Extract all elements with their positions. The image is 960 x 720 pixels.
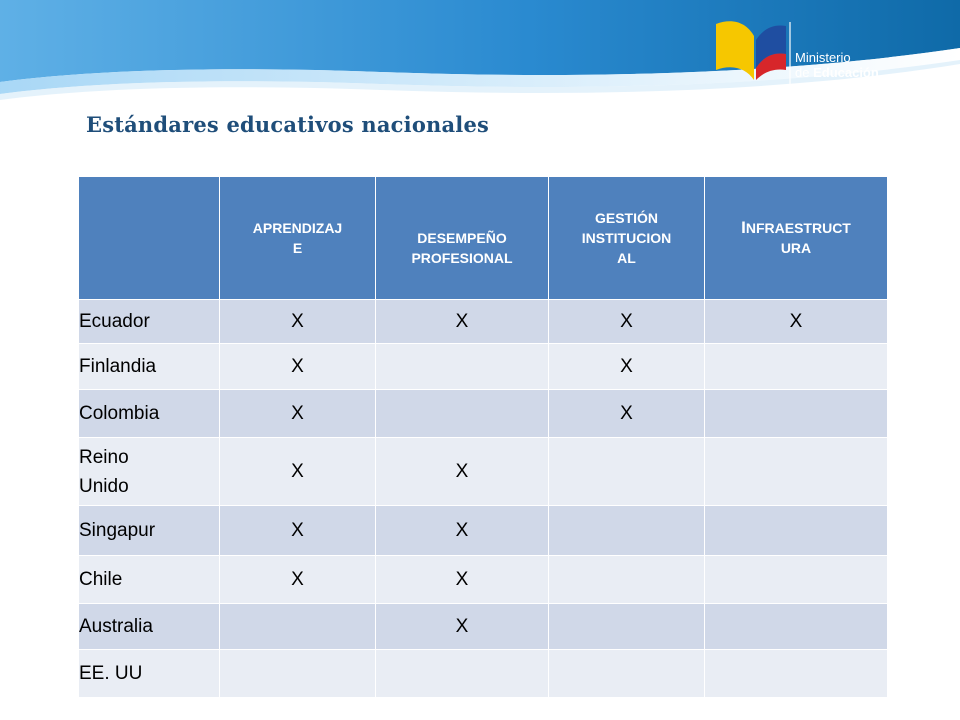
header-inf-line2: URA [780,240,812,256]
mark-cell [549,604,705,650]
page-title: Estándares educativos nacionales [86,112,490,137]
mark-cell [549,506,705,556]
mark-cell [705,438,888,506]
logo-line2-prefix: de [795,65,814,80]
mark-cell [705,604,888,650]
mark-cell [220,650,376,698]
logo-line2 [795,65,879,80]
table-row [79,438,888,506]
country-cell: Australia [79,604,220,650]
mark-cell: X [376,556,549,604]
table-row [79,650,888,698]
mark-cell: X [220,300,376,344]
mark-cell: X [549,390,705,438]
country-cell: Reino Unido [79,438,220,506]
header-gestion-label: GESTIÓN INSTITUCION AL [581,210,672,266]
logo-line2-strong: Educación [813,65,879,80]
table-row [79,300,888,344]
mark-cell [705,556,888,604]
country-cell: Finlandia [79,344,220,390]
country-cell: Singapur [79,506,220,556]
country-cell: Chile [79,556,220,604]
mark-cell [705,344,888,390]
mark-cell: X [220,390,376,438]
table-body [79,300,888,698]
table-row [79,390,888,438]
mark-cell: X [376,438,549,506]
mark-cell: X [549,300,705,344]
mark-cell [705,390,888,438]
table-header-row [79,177,888,300]
country-cell: Colombia [79,390,220,438]
table-row [79,344,888,390]
header-inf-initial: I [741,218,746,237]
mark-cell [220,604,376,650]
table-row [79,556,888,604]
mark-cell [549,650,705,698]
header-corner [79,177,220,300]
header-aprendizaje [220,177,376,300]
mark-cell [376,344,549,390]
standards-table [78,176,888,698]
mark-cell [549,556,705,604]
table-row [79,506,888,556]
mark-cell: X [549,344,705,390]
mark-cell: X [705,300,888,344]
header-gestion [549,177,705,300]
country-cell: Ecuador [79,300,220,344]
mark-cell: X [376,604,549,650]
mark-cell [376,390,549,438]
mark-cell [549,438,705,506]
header-infraestructura-label [741,218,851,258]
mark-cell: X [220,344,376,390]
mark-cell: X [220,556,376,604]
mark-cell: X [376,300,549,344]
header-aprendizaje-label: APRENDIZAJ E [252,220,343,256]
logo-line1: Ministerio [795,50,851,65]
header-inf-rest: NFRAESTRUCT [745,220,851,236]
mark-cell: X [220,438,376,506]
header-desempeno [376,177,549,300]
mark-cell [376,650,549,698]
mark-cell: X [376,506,549,556]
mark-cell [705,650,888,698]
table-row [79,604,888,650]
mark-cell: X [220,506,376,556]
country-cell: EE. UU [79,650,220,698]
mark-cell [705,506,888,556]
header-infraestructura [705,177,888,300]
header-desempeno-label: DESEMPEÑO PROFESIONAL [411,230,513,266]
logo-wordmark [795,50,879,80]
